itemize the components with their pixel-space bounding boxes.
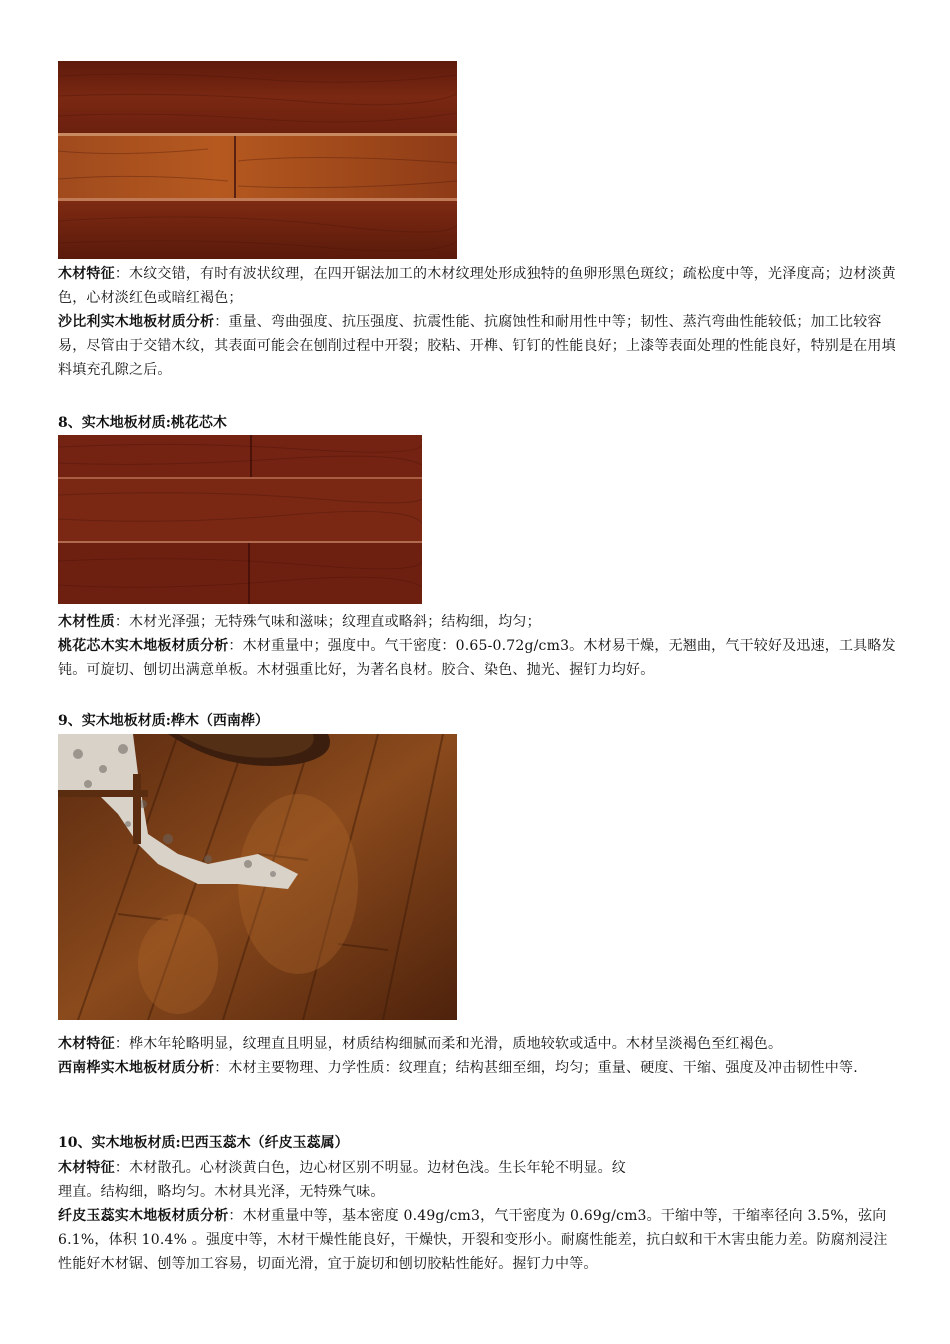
birch-wood-floor-image [58,734,457,1020]
sapele-features-paragraph [58,262,900,310]
sapele-analysis-paragraph [58,310,900,382]
cariniana-analysis-label: 纤皮玉蕊实木地板材质分析 [58,1208,229,1224]
cariniana-features-text-line2: 理直。结构细，略均匀。木材具光泽，无特殊气味。 [58,1184,385,1200]
sapele-analysis-label: 沙比利实木地板材质分析 [58,314,215,330]
mahogany-heading: 8、实木地板材质:桃花芯木 [58,415,227,431]
cariniana-features-label: 木材特征 [58,1160,115,1176]
mahogany-features-label: 木材性质 [58,614,115,630]
mahogany-wood-floor-image [58,435,422,604]
cariniana-analysis-paragraph [58,1204,900,1276]
mahogany-analysis-paragraph [58,634,900,682]
sapele-analysis-text: ：重量、弯曲强度、抗压强度、抗震性能、抗腐蚀性和耐用性中等；韧性、蒸汽弯曲性能较低；加工比较容易，尽管由于交错木纹，其表面可能会在刨削过程中开裂；胶粘、开榫、钉钉的性能良好；上漆等表面处理的性能良好，特别是在用填料填充孔隙之后。 [58,314,896,378]
birch-analysis-paragraph [58,1056,900,1080]
mahogany-analysis-text: ：木材重量中；强度中。气干密度：0.65-0.72g/cm3。木材易干燥，无翘曲，气干较好及迅速，工具略发钝。可旋切、刨切出满意单板。木材强重比好，为著名良材。胶合、染色、抛光、握钉力均好。 [58,638,896,678]
birch-features-paragraph [58,1032,900,1056]
birch-analysis-text: ：木材主要物理、力学性质：纹理直；结构甚细至细，均匀；重量、硬度、干缩、强度及冲击韧性中等. [214,1060,858,1076]
cariniana-description [58,1156,900,1276]
birch-heading: 9、实木地板材质:桦木（西南桦） [58,713,269,729]
birch-features-label: 木材特征 [58,1036,115,1052]
cariniana-features-paragraph [58,1156,900,1204]
sapele-wood-floor-image [58,61,457,259]
sapele-features-label: 木材特征 [58,266,115,282]
mahogany-analysis-label: 桃花芯木实木地板材质分析 [58,638,229,654]
sapele-features-text: ：木纹交错，有时有波状纹理，在四开锯法加工的木材纹理处形成独特的鱼卵形黑色斑纹；疏松度中等，光泽度高；边材淡黄色，心材淡红色或暗红褐色； [58,266,896,306]
mahogany-features-text: ：木材光泽强；无特殊气味和滋味；纹理直或略斜；结构细，均匀； [114,614,541,630]
cariniana-heading: 10、实木地板材质:巴西玉蕊木（纤皮玉蕊属） [58,1135,349,1151]
sapele-description [58,262,900,382]
cariniana-analysis-text: ：木材重量中等，基本密度 0.49g/cm3，气干密度为 0.69g/cm3。干缩中等，干缩率径向 3.5%，弦向 6.1%，体积 10.4% 。强度中等，木材干燥性能良好，干燥快，开裂和变形小。耐腐性能差，抗白蚁和干木害虫能力差。防腐剂浸注性能好木材锯、刨等加工容易，切面光滑，宜于旋切和刨切胶粘性能好。握钉力中等。 [58,1208,888,1272]
mahogany-description [58,610,900,682]
mahogany-features-paragraph [58,610,900,634]
birch-features-text: ：桦木年轮略明显，纹理直且明显，材质结构细腻而柔和光滑，质地较软或适中。木材呈淡褐色至红褐色。 [114,1036,783,1052]
birch-analysis-label: 西南桦实木地板材质分析 [58,1060,215,1076]
cariniana-features-text-line1: ：木材散孔。心材淡黄白色，边心材区别不明显。边材色浅。生长年轮不明显。纹 [114,1160,627,1176]
birch-description [58,1032,900,1080]
